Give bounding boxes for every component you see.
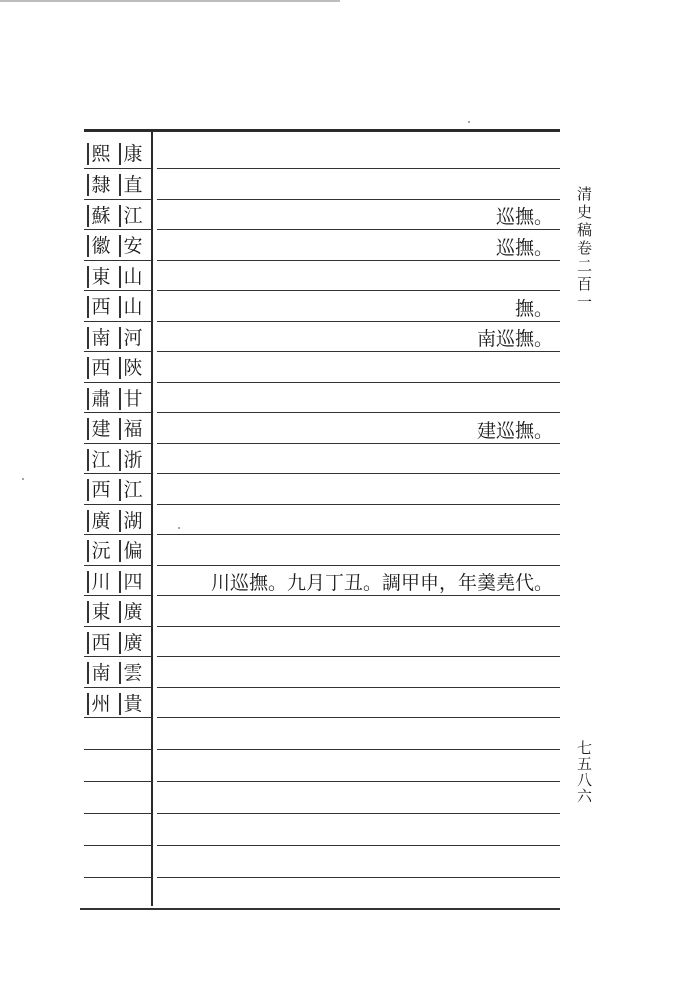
- province-label: [86, 475, 148, 505]
- province-char-1: 四: [119, 571, 144, 593]
- province-entry: [163, 445, 553, 475]
- row-separator: [84, 199, 152, 200]
- province-char-2: 江: [87, 449, 112, 471]
- province-label: [86, 414, 148, 444]
- row-separator: [157, 534, 560, 535]
- row-separator: [84, 412, 152, 413]
- row-separator: [157, 565, 560, 566]
- province-label: [86, 170, 148, 200]
- row-separator: [157, 717, 560, 718]
- province-entry: [163, 231, 553, 261]
- row-separator: [157, 199, 560, 200]
- province-label: [86, 292, 148, 322]
- province-char-2: 隸: [87, 174, 112, 196]
- row-separator: [157, 351, 560, 352]
- speck: [178, 527, 180, 529]
- province-char-2: 徽: [87, 235, 112, 257]
- province-label: [86, 689, 148, 719]
- province-entry: [163, 262, 553, 292]
- province-entry: [163, 567, 553, 597]
- province-entry: [163, 170, 553, 200]
- province-entry: [163, 292, 553, 322]
- row-separator: [84, 504, 152, 505]
- table-bottom-border: [80, 908, 560, 910]
- province-entry: [163, 597, 553, 627]
- province-label: [86, 658, 148, 688]
- province-char-1: 浙: [119, 449, 144, 471]
- province-char-1: 江: [119, 479, 144, 501]
- province-char-2: 州: [87, 693, 112, 715]
- province-char-1: 雲: [119, 662, 144, 684]
- row-separator: [84, 626, 152, 627]
- province-label: [86, 384, 148, 414]
- province-char-2: 廣: [87, 510, 112, 532]
- row-separator: [84, 443, 152, 444]
- book-title: 清史稿卷二百一: [575, 186, 593, 312]
- row-separator: [157, 168, 560, 169]
- province-char-2: 肅: [87, 388, 112, 410]
- entry-text: 川巡撫。九月丁丑。調甲申，年羹堯代。: [210, 572, 553, 594]
- province-char-1: 陝: [119, 357, 144, 379]
- province-entry: [163, 414, 553, 444]
- row-separator: [84, 565, 152, 566]
- province-entry: [163, 536, 553, 566]
- row-separator: [157, 595, 560, 596]
- row-separator: [157, 473, 560, 474]
- province-label: [86, 536, 148, 566]
- province-label: [86, 445, 148, 475]
- entry-text: 建巡撫。: [476, 419, 553, 442]
- province-char-2: 東: [87, 601, 112, 623]
- header-row-label: [86, 139, 148, 169]
- row-separator: [157, 749, 560, 750]
- province-entry: [163, 353, 553, 383]
- province-label: [86, 628, 148, 658]
- page-number: 七五八六: [575, 740, 593, 804]
- province-char-2: 西: [87, 632, 112, 654]
- province-label: [86, 567, 148, 597]
- row-separator: [84, 382, 152, 383]
- province-label: [86, 201, 148, 231]
- row-separator: [84, 781, 152, 782]
- row-separator: [84, 813, 152, 814]
- row-separator: [84, 717, 152, 718]
- province-char-1: 偏: [119, 540, 144, 562]
- row-separator: [84, 321, 152, 322]
- row-separator: [84, 687, 152, 688]
- province-char-2: 西: [87, 479, 112, 501]
- province-char-1: 湖: [119, 510, 144, 532]
- province-char-2: 沅: [87, 540, 112, 562]
- province-char-1: 直: [119, 174, 144, 196]
- province-char-2: 南: [87, 327, 112, 349]
- header-char-2: 熙: [87, 143, 112, 165]
- province-char-1: 江: [119, 205, 144, 227]
- speck: [22, 478, 24, 480]
- province-char-2: 西: [87, 296, 112, 318]
- row-separator: [157, 781, 560, 782]
- province-label: [86, 353, 148, 383]
- province-char-1: 河: [119, 327, 144, 349]
- row-separator: [84, 595, 152, 596]
- row-separator: [84, 749, 152, 750]
- row-separator: [84, 260, 152, 261]
- row-separator: [157, 877, 560, 878]
- province-entry: [163, 506, 553, 536]
- province-label: [86, 262, 148, 292]
- row-separator: [157, 443, 560, 444]
- province-char-1: 廣: [119, 601, 144, 623]
- province-entry: [163, 658, 553, 688]
- row-separator: [157, 412, 560, 413]
- province-entry: [163, 384, 553, 414]
- row-separator: [157, 656, 560, 657]
- province-char-2: 南: [87, 662, 112, 684]
- province-char-2: 東: [87, 266, 112, 288]
- row-separator: [157, 382, 560, 383]
- province-char-2: 西: [87, 357, 112, 379]
- row-separator: [157, 845, 560, 846]
- province-char-2: 蘇: [87, 205, 112, 227]
- row-separator: [157, 626, 560, 627]
- row-separator: [84, 877, 152, 878]
- row-separator: [84, 845, 152, 846]
- province-char-1: 甘: [119, 388, 144, 410]
- province-char-2: 川: [87, 571, 112, 593]
- province-char-1: 山: [119, 266, 144, 288]
- row-separator: [84, 168, 152, 169]
- table-top-border: [84, 129, 560, 132]
- top-rule: [0, 0, 340, 2]
- entry-text: 巡撫。: [495, 206, 553, 228]
- province-char-1: 福: [119, 418, 144, 440]
- row-separator: [84, 656, 152, 657]
- row-separator: [84, 229, 152, 230]
- province-entry: [163, 689, 553, 719]
- row-separator: [157, 813, 560, 814]
- row-separator: [157, 687, 560, 688]
- table-divider: [151, 132, 153, 906]
- province-label: [86, 231, 148, 261]
- province-label: [86, 597, 148, 627]
- province-label: [86, 323, 148, 353]
- entry-text: 南巡撫。: [476, 328, 553, 350]
- province-entry: [163, 628, 553, 658]
- province-entry: [163, 323, 553, 353]
- row-separator: [157, 260, 560, 261]
- header-char-1: 康: [119, 143, 144, 165]
- province-char-2: 建: [87, 418, 112, 440]
- row-separator: [157, 504, 560, 505]
- row-separator: [157, 290, 560, 291]
- province-label: [86, 506, 148, 536]
- province-char-1: 安: [119, 235, 144, 257]
- province-char-1: 山: [119, 296, 144, 318]
- province-entry: [163, 201, 553, 231]
- speck: [468, 121, 470, 123]
- province-entry: [163, 475, 553, 505]
- row-separator: [84, 534, 152, 535]
- row-separator: [157, 321, 560, 322]
- entry-text: 巡撫。: [495, 236, 553, 259]
- row-separator: [84, 351, 152, 352]
- province-char-1: 貴: [119, 693, 144, 715]
- row-separator: [157, 229, 560, 230]
- row-separator: [84, 290, 152, 291]
- province-char-1: 廣: [119, 632, 144, 654]
- row-separator: [84, 473, 152, 474]
- entry-text: 撫。: [514, 297, 553, 320]
